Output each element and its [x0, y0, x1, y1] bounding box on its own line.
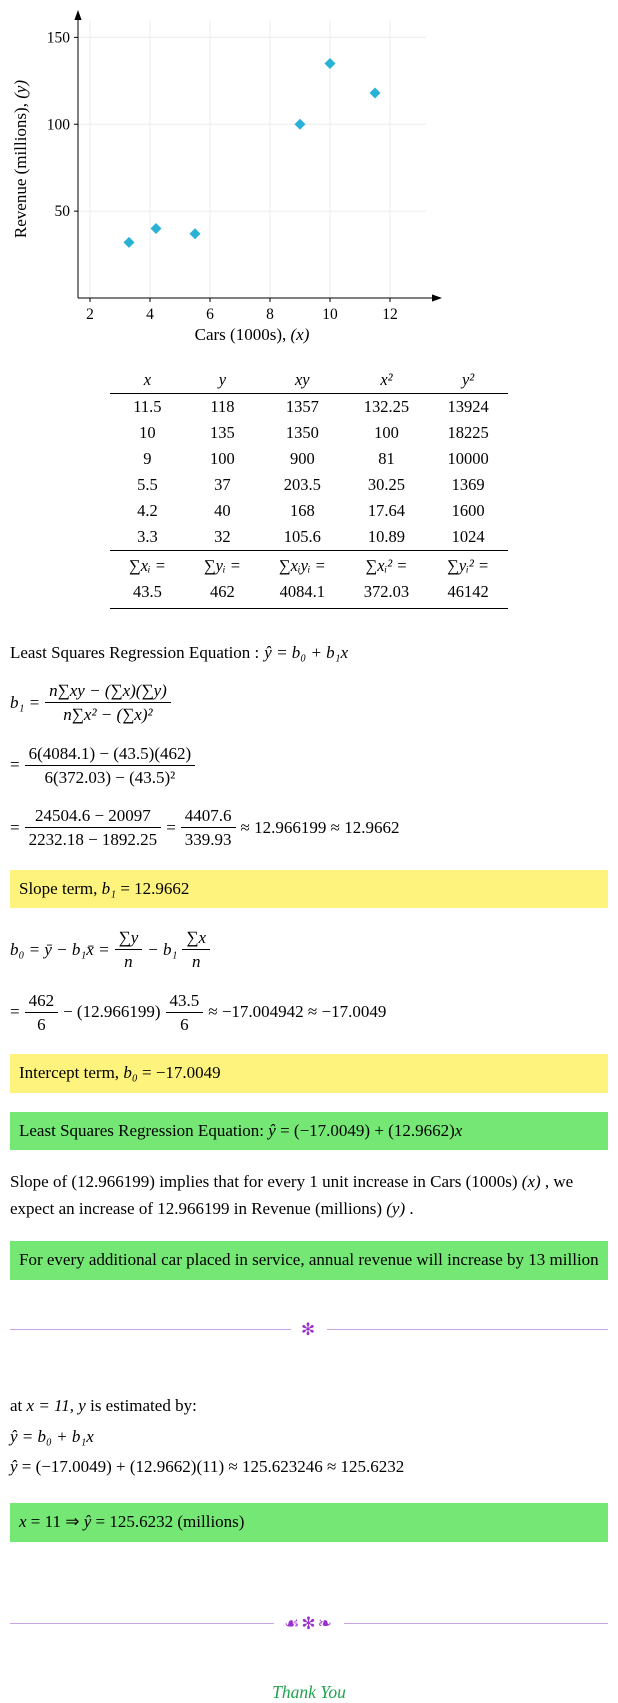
prediction-intro	[10, 1394, 608, 1418]
fraction-numerator: 43.5	[166, 990, 204, 1013]
table-cell: 10000	[447, 449, 489, 468]
equation-box-coefs: = (−17.0049) + (12.9662)	[275, 1120, 455, 1140]
divider-line	[327, 1329, 608, 1330]
svg-text:150: 150	[46, 29, 70, 47]
table-row	[110, 446, 508, 472]
predbox-x: x	[19, 1512, 27, 1532]
fraction	[182, 927, 210, 973]
table-cell: 10	[139, 423, 156, 442]
intercept-result-box	[10, 1054, 608, 1093]
eq-intro-math: ŷ = b₀ + b₁x	[264, 643, 349, 662]
slope-interpretation	[10, 1169, 608, 1222]
equals-sign: =	[166, 817, 176, 837]
thank-you-text: Thank You	[272, 1681, 346, 1702]
svg-text:4: 4	[146, 306, 154, 323]
ornament-flourish-icon: ☙✻❧	[284, 1613, 334, 1633]
fraction-numerator: ∑x	[182, 927, 210, 950]
prediction-intro-math: x = 11, y	[26, 1395, 86, 1415]
fraction-numerator: n∑xy − (∑x)(∑y)	[45, 680, 171, 703]
fraction-denominator: n	[191, 952, 201, 972]
table-cell: 900	[289, 449, 315, 468]
regression-equation-box	[10, 1112, 608, 1151]
table-cell: 135	[210, 423, 235, 442]
slope-box-label: Slope term,	[19, 878, 102, 898]
b0-formula-evaluated	[10, 990, 608, 1036]
table-cell: 168	[289, 501, 315, 520]
table-cell: 1357	[285, 397, 319, 416]
fraction	[166, 990, 204, 1036]
table-cell: 372.03	[345, 579, 428, 609]
table-cell: 40	[214, 501, 231, 520]
regression-equation-intro	[10, 643, 608, 663]
equation-box-label: Least Squares Regression Equation:	[19, 1120, 269, 1140]
fraction	[25, 743, 196, 789]
table-sum-label-row	[110, 551, 508, 580]
prediction-yhat: ŷ	[10, 1457, 18, 1477]
table-cell: 9	[143, 449, 152, 468]
b0-formula-symbolic	[10, 927, 608, 973]
table-cell: 132.25	[363, 397, 410, 416]
slope-box-value: = 12.9662	[116, 878, 190, 898]
table-cell: 32	[214, 527, 231, 546]
divider-line	[10, 1623, 274, 1624]
fraction	[115, 927, 143, 973]
table-cell: x²	[345, 367, 428, 394]
intercept-box-value: = −17.0049	[137, 1063, 221, 1083]
fraction-numerator: 6(4084.1) − (43.5)(462)	[25, 743, 196, 766]
section-divider	[10, 1320, 608, 1340]
x-axis-label: Cars (1000s), (x)	[194, 325, 310, 344]
b0-lhs: b₀ = ȳ − b₁x̄ =	[10, 939, 110, 959]
fraction-denominator: 6	[37, 1014, 46, 1034]
prediction-evaluation	[10, 1455, 608, 1479]
table-cell: y	[185, 367, 260, 394]
prediction-formula: ŷ = b₀ + b₁x	[10, 1426, 94, 1446]
ornament-icon: ✻	[300, 1319, 318, 1339]
solution-section	[0, 643, 618, 1703]
b0-mid2: − (12.966199)	[63, 1002, 161, 1022]
table-cell: 4084.1	[260, 579, 345, 609]
svg-text:12: 12	[382, 306, 398, 323]
b1-formula-symbolic	[10, 680, 608, 726]
table-cell: xy	[260, 367, 345, 394]
fraction-numerator: 4407.6	[181, 805, 236, 828]
conclusion-box: For every additional car placed in service, annual revenue will increase by 13 million	[10, 1241, 608, 1280]
svg-text:2: 2	[86, 306, 94, 323]
table-cell: 4.2	[137, 501, 158, 520]
b1-lhs: b₁ =	[10, 692, 41, 712]
svg-text:50: 50	[54, 203, 70, 221]
svg-text:10: 10	[322, 306, 338, 323]
prediction-value: = (−17.0049) + (12.9662)(11) ≈ 125.623246 ≈ 125.6232	[17, 1457, 405, 1477]
fraction-numerator: 462	[25, 990, 59, 1013]
fraction-denominator: 6	[180, 1014, 189, 1034]
fraction	[45, 680, 171, 726]
table-cell: 81	[378, 449, 395, 468]
b0-mid: − b₁	[147, 939, 178, 959]
table-cell: ∑xᵢyᵢ =	[260, 551, 345, 580]
table-cell: 13924	[447, 397, 489, 416]
table-cell: 462	[185, 579, 260, 609]
interp-text: .	[405, 1198, 414, 1218]
table-header-row	[110, 367, 508, 394]
equals-sign: =	[10, 1002, 20, 1022]
fraction-denominator: n∑x² − (∑x)²	[63, 705, 153, 725]
predbox-text: = 11 ⇒	[26, 1512, 84, 1532]
b1-result: ≈ 12.966199 ≈ 12.9662	[240, 817, 400, 837]
data-points	[124, 58, 381, 248]
fraction-denominator: n	[124, 952, 133, 972]
table-cell: 30.25	[367, 475, 406, 494]
gridlines	[78, 20, 426, 298]
prediction-result-box	[10, 1503, 608, 1542]
axes	[47, 10, 442, 323]
table-cell: ∑xᵢ² =	[345, 551, 428, 580]
table-cell: 18225	[447, 423, 489, 442]
fraction	[25, 990, 59, 1036]
equation-box-x: x	[454, 1120, 463, 1140]
equation-box-yhat: ŷ	[268, 1120, 276, 1140]
table-row	[110, 524, 508, 551]
prediction-section	[10, 1394, 608, 1542]
slope-box-var: b₁	[101, 878, 117, 898]
table-cell: 203.5	[283, 475, 321, 494]
b1-formula-substituted	[10, 743, 608, 789]
table-cell: 100	[374, 423, 399, 442]
table-cell: 100	[210, 449, 235, 468]
fraction-denominator: 339.93	[184, 830, 232, 850]
fraction	[25, 805, 162, 851]
table-cell: y²	[428, 367, 508, 394]
intercept-box-label: Intercept term,	[19, 1063, 124, 1083]
sums-table	[110, 367, 508, 609]
divider-line	[10, 1329, 291, 1330]
fraction-numerator: ∑y	[115, 927, 143, 950]
table-cell: 118	[210, 397, 235, 416]
interp-y: (y)	[386, 1198, 406, 1218]
equals-sign: =	[10, 755, 20, 775]
table-row	[110, 420, 508, 446]
prediction-intro-text: at	[10, 1395, 27, 1415]
closing-divider	[10, 1614, 608, 1634]
svg-text:8: 8	[266, 306, 274, 323]
equals-sign: =	[10, 817, 20, 837]
table-cell: 11.5	[133, 397, 162, 416]
table-cell: x	[110, 367, 185, 394]
fraction-denominator: 2232.18 − 1892.25	[28, 830, 158, 850]
divider-line	[344, 1623, 608, 1624]
interp-text: Slope of (12.966199) implies that for every 1 unit increase in Cars (1000s)	[10, 1172, 522, 1192]
table-cell: 10.89	[367, 527, 406, 546]
slope-result-box	[10, 870, 608, 909]
table-cell: 1600	[451, 501, 485, 520]
table-cell: ∑yᵢ² =	[428, 551, 508, 580]
table-cell: 5.5	[137, 475, 158, 494]
svg-text:6: 6	[206, 306, 214, 323]
table-cell: 46142	[428, 579, 508, 609]
table-cell: 1369	[451, 475, 485, 494]
table-cell: 1024	[451, 527, 485, 546]
table-cell: 17.64	[367, 501, 406, 520]
interp-text: , we expect an increase of 12.966199 in Revenue (millions)	[10, 1172, 574, 1218]
scatter-plot	[6, 6, 456, 346]
predbox-value: = 125.6232 (millions)	[91, 1512, 245, 1532]
table-row	[110, 472, 508, 498]
table-cell: ∑yᵢ =	[185, 551, 260, 580]
b0-result: ≈ −17.004942 ≈ −17.0049	[208, 1002, 387, 1022]
table-row	[110, 394, 508, 421]
fraction-numerator: 24504.6 − 20097	[25, 805, 162, 828]
b1-formula-evaluated	[10, 805, 608, 851]
table-cell: 37	[214, 475, 231, 494]
y-axis-label: Revenue (millions), (y)	[11, 79, 30, 239]
svg-text:100: 100	[46, 116, 70, 134]
fraction-denominator: 6(372.03) − (43.5)²	[44, 767, 176, 787]
table-cell: 3.3	[137, 527, 158, 546]
fraction	[181, 805, 236, 851]
predbox-yhat: ŷ	[83, 1512, 92, 1532]
intercept-box-var: b₀	[123, 1063, 138, 1083]
table-cell: 105.6	[283, 527, 321, 546]
eq-intro-text: Least Squares Regression Equation :	[10, 643, 260, 662]
table-cell: 1350	[285, 423, 319, 442]
table-row	[110, 498, 508, 524]
interp-x: (x)	[521, 1172, 541, 1192]
table-sum-value-row	[110, 579, 508, 609]
prediction-intro-text: is estimated by:	[85, 1395, 197, 1415]
scatter-chart	[0, 0, 618, 351]
table-cell: 43.5	[110, 579, 185, 609]
table-cell: ∑xᵢ =	[110, 551, 185, 580]
